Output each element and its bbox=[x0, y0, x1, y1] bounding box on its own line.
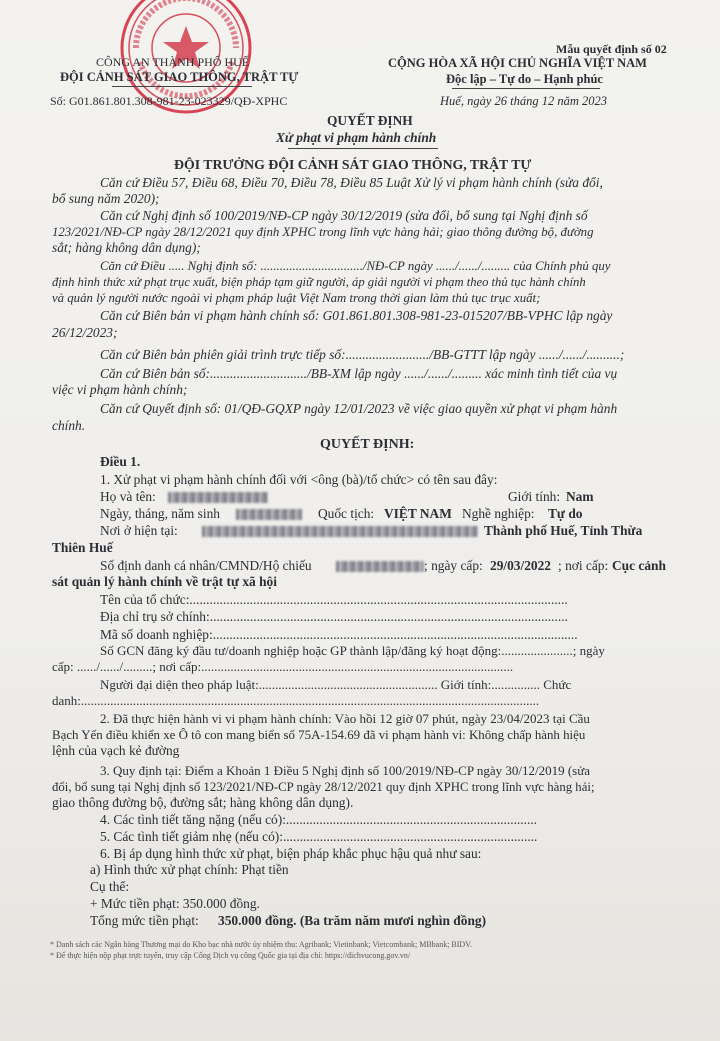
basis-line: Căn cứ Biên bản vi phạm hành chính số: G01.861.801.308-981-23-015207/BB-VPHC lập ngày bbox=[100, 308, 613, 323]
rep-line-1: Người đại diện theo pháp luật:....................................................... Giới tính:............... Chức bbox=[100, 677, 572, 692]
id-label: Số định danh cá nhân/CMND/Hộ chiếu bbox=[100, 558, 312, 573]
org-code-line: Mã số doanh nghiệp:............................................................................................................. bbox=[100, 627, 578, 642]
gender-label: Giới tính: bbox=[508, 489, 561, 504]
redacted-address bbox=[202, 526, 478, 537]
redacted-name bbox=[168, 492, 268, 503]
footnote: * Để thực hiện nộp phạt trực tuyến, truy cập Cổng Dịch vụ công Quốc gia tại địa chỉ: https://dichvucong.gov.vn/ bbox=[50, 951, 411, 960]
basis-line: 26/12/2023; bbox=[52, 325, 118, 340]
basis-line: Căn cứ Nghị định số 100/2019/NĐ-CP ngày 30/12/2019 (sửa đổi, bổ sung tại Nghị định số bbox=[100, 208, 588, 223]
nationality-value: VIỆT NAM bbox=[384, 506, 452, 521]
section-3-line: đổi, bổ sung tại Nghị định số 123/2021/NĐ-CP ngày 28/12/2021 quy định XPHC trong lĩnh vực hàng hải; bbox=[52, 780, 595, 794]
basis-line: chính. bbox=[52, 418, 86, 433]
org-name-line: Tên của tổ chức:................................................................................................................. bbox=[100, 592, 568, 607]
form-number: Mẫu quyết định số 02 bbox=[556, 42, 667, 56]
basis-line: việc vi phạm hành chính; bbox=[52, 382, 188, 397]
redacted-id-number bbox=[336, 561, 424, 572]
nation-title: CỘNG HÒA XÃ HỘI CHỦ NGHĨA VIỆT NAM bbox=[388, 56, 647, 70]
issue-date: 29/03/2022 bbox=[490, 558, 552, 573]
job-label: Nghề nghiệp: bbox=[462, 506, 535, 521]
basis-line: Căn cứ Quyết định số: 01/QĐ-GQXP ngày 12/01/2023 về việc giao quyền xử phạt vi phạm hành bbox=[100, 401, 618, 416]
authority-title: ĐỘI TRƯỞNG ĐỘI CẢNH SÁT GIAO THÔNG, TRẬT TỰ bbox=[174, 157, 532, 172]
basis-line: Căn cứ Điều ..... Nghị định số: ................................/NĐ-CP ngày ....../....../......... của Chính phủ quy bbox=[100, 259, 611, 273]
section-1: 1. Xử phạt vi phạm hành chính đối với <ông (bà)/tổ chức> có tên sau đây: bbox=[100, 472, 498, 487]
nation-motto: Độc lập – Tự do – Hạnh phúc bbox=[446, 72, 603, 86]
address-label: Nơi ở hiện tại: bbox=[100, 523, 178, 538]
issue-place-label: ; nơi cấp: bbox=[558, 558, 609, 573]
agency-parent: CÔNG AN THÀNH PHỐ HUẾ bbox=[96, 55, 250, 69]
section-4: 4. Các tình tiết tăng nặng (nếu có):........................................................................... bbox=[100, 812, 537, 827]
basis-line: Căn cứ Điều 57, Điều 68, Điều 70, Điều 78, Điều 85 Luật Xử lý vi phạm hành chính (sửa đổi, bbox=[100, 175, 603, 190]
section-5: 5. Các tình tiết giảm nhẹ (nếu có):............................................................................ bbox=[100, 829, 538, 844]
org-address-line: Địa chỉ trụ sở chính:........................................................................................................... bbox=[100, 609, 568, 624]
name-label: Họ và tên: bbox=[100, 489, 156, 504]
footnote: * Danh sách các Ngân hàng Thương mại do Kho bạc nhà nước ủy nhiệm thu: Agribank; Vietinbank; Vietcombank; MBbank; BIDV. bbox=[50, 940, 472, 949]
section-2-line: Bạch Yến điều khiển xe Ô tô con mang biển số 75A-154.69 đã vi phạm hành vi: Không chấp hành hiệu bbox=[52, 728, 586, 742]
basis-line: định hình thức xử phạt trục xuất, biện pháp tạm giữ người, áp giải người vi phạm theo thủ tục hành chính bbox=[52, 275, 586, 289]
address-city: Thành phố Huế, Tỉnh Thừa bbox=[484, 523, 643, 538]
job-value: Tự do bbox=[548, 506, 583, 521]
document-number: Số: G01.861.801.308-981-23-023329/QĐ-XPHC bbox=[50, 94, 288, 108]
section-2-line: lệnh của vạch kẻ đường bbox=[52, 743, 180, 758]
issue-place-1: Cục cảnh bbox=[612, 558, 666, 573]
section-6a: a) Hình thức xử phạt chính: Phạt tiền bbox=[90, 862, 289, 877]
section-6b: Cụ thể: bbox=[90, 879, 130, 894]
address-province: Thiên Huế bbox=[52, 540, 113, 555]
decision-heading: QUYẾT ĐỊNH: bbox=[320, 437, 415, 452]
total-label: Tổng mức tiền phạt: bbox=[90, 913, 199, 928]
section-3-line: 3. Quy định tại: Điểm a Khoản 1 Điều 5 Nghị định số 100/2019/NĐ-CP ngày 30/12/2019 (sửa bbox=[100, 763, 591, 778]
agency-name: ĐỘI CẢNH SÁT GIAO THÔNG, TRẬT TỰ bbox=[60, 70, 299, 84]
basis-line: Căn cứ Biên bản phiên giải trình trực tiếp số:........................./BB-GTTT lập ngày ....../....../..........; bbox=[100, 347, 625, 362]
gender-value: Nam bbox=[566, 489, 594, 504]
decision-subtitle: Xử phạt vi phạm hành chính bbox=[276, 130, 437, 145]
issue-place-2: sát quản lý hành chính về trật tự xã hội bbox=[52, 574, 277, 589]
nationality-label: Quốc tịch: bbox=[318, 506, 375, 521]
section-2-line: 2. Đã thực hiện hành vi vi phạm hành chính: Vào hồi 12 giờ 07 phút, ngày 23/04/2023 tại Cầu bbox=[100, 711, 590, 726]
fine-amount: + Mức tiền phạt: 350.000 đồng. bbox=[90, 896, 260, 911]
redacted-dob bbox=[236, 509, 302, 520]
basis-line: 123/2021/NĐ-CP ngày 28/12/2021 quy định XPHC trong lĩnh vực hàng hải; giao thông đường bộ, đường bbox=[52, 225, 594, 239]
dob-label: Ngày, tháng, năm sinh bbox=[100, 506, 220, 521]
article-heading: Điều 1. bbox=[100, 454, 141, 469]
basis-line: bổ sung năm 2020); bbox=[52, 191, 160, 206]
basis-line: sắt; hàng không dân dụng); bbox=[52, 240, 201, 255]
basis-line: Căn cứ Biên bản số:............................./BB-XM lập ngày ....../....../......... xác minh tình tiết của vụ bbox=[100, 366, 618, 381]
gcn-line-2: cấp: ....../....../.........; nơi cấp:................................................................................................ bbox=[52, 659, 514, 674]
gcn-line-1: Số GCN đăng ký đầu tư/doanh nghiệp hoặc GP thành lập/đăng ký hoạt động:......................; ngày bbox=[100, 643, 605, 658]
basis-line: và quản lý người nước ngoài vi phạm pháp luật Việt Nam trong thời gian làm thủ tục trục xuất; bbox=[52, 291, 541, 305]
section-3-line: giao thông đường bộ, đường sắt; hàng không dân dụng). bbox=[52, 795, 354, 810]
issue-date-label: ; ngày cấp: bbox=[424, 558, 483, 573]
place-date: Huế, ngày 26 tháng 12 năm 2023 bbox=[440, 94, 607, 108]
rep-line-2: danh:............................................................................................................................................. bbox=[52, 693, 540, 708]
decision-title: QUYẾT ĐỊNH bbox=[327, 113, 413, 128]
total-amount: 350.000 đồng. (Ba trăm năm mươi nghìn đồng) bbox=[218, 913, 487, 928]
section-6: 6. Bị áp dụng hình thức xử phạt, biện pháp khắc phục hậu quả như sau: bbox=[100, 846, 482, 861]
